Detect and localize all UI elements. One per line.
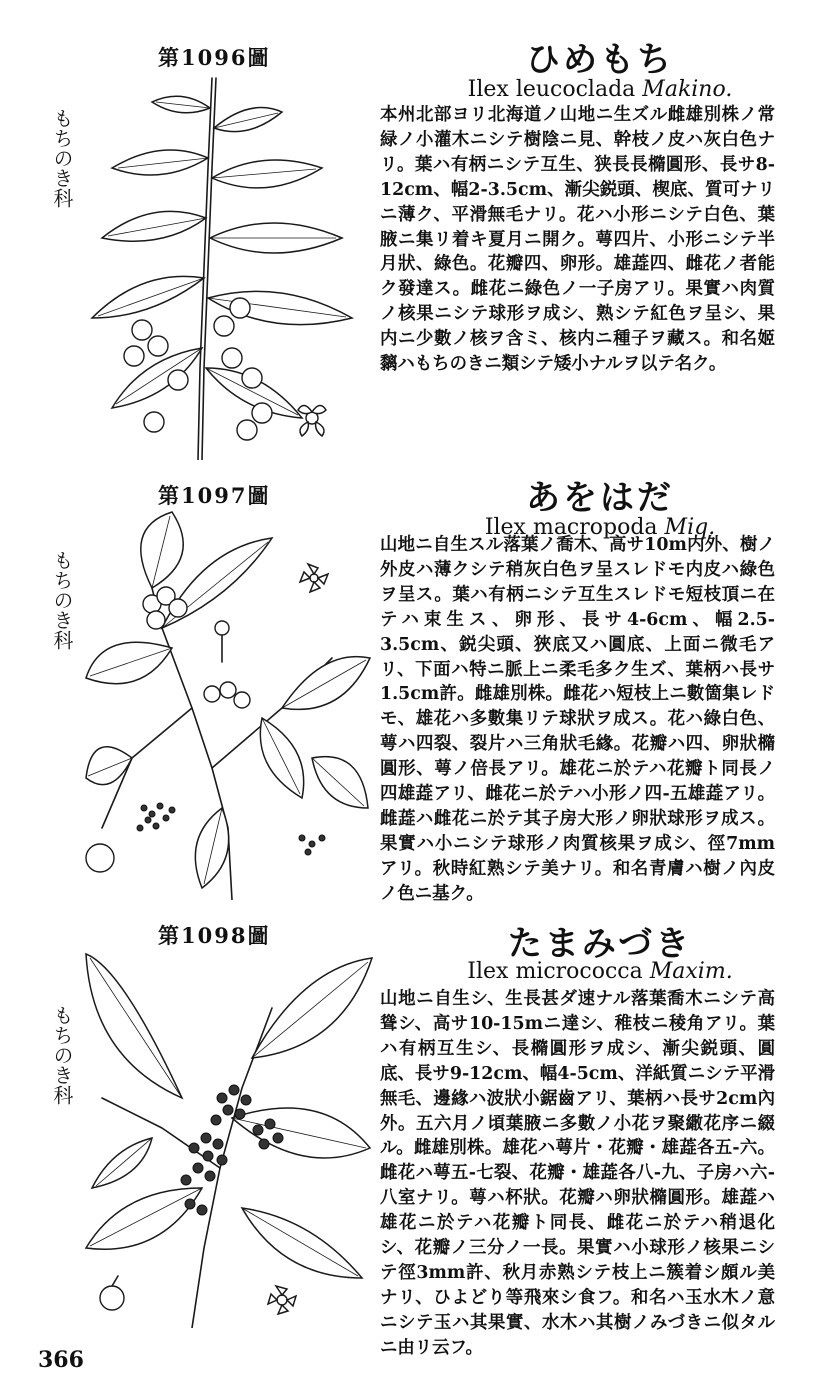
family-label: もちのき科 — [50, 1005, 74, 1105]
author: Makino. — [642, 77, 733, 102]
japanese-name: たまみづき — [507, 924, 693, 964]
author: Miq. — [664, 515, 716, 540]
scientific-name — [380, 960, 820, 984]
figure-number: 第1098圖 — [158, 923, 271, 948]
binomial: Ilex micrococca — [467, 959, 643, 984]
japanese-name: ひめもち — [526, 40, 674, 80]
figure-number: 第1097圖 — [158, 483, 271, 508]
illustration-ilex-macropoda — [82, 508, 374, 900]
illustration-ilex-leucoclada — [82, 68, 374, 460]
binomial: Ilex macropoda — [484, 515, 658, 540]
author: Maxim. — [649, 959, 733, 984]
family-label: もちのき科 — [50, 108, 74, 208]
family-label: もちのき科 — [50, 550, 74, 650]
description: 山地ニ自生シ、生長甚ダ速ナル落葉喬木ニシテ高聳シ、高サ10-15mニ達シ、稚枝ニ稜角アリ。葉ハ有柄互生シ、長橢圓形ヲ成シ、漸尖鋭頭、圓底、長サ9-12cm、幅4-5cm、洋紙質ニシテ平滑無毛、邊緣ハ波狀小鋸齒アリ、葉柄ハ長サ2cm內外。五六月ノ頃葉腋ニ多數ノ小花ヲ聚繖花序ニ綴ル。雌雄別株。雄花ハ萼片・花瓣・雄蕋各五-六。雌花ハ萼五-七裂、花瓣・雄蕋各八-九、子房ハ六-八室ナリ。萼ハ杯狀。花瓣ハ卵狀橢圓形。雄蕋ハ雄花ニ於テハ花瓣ト同長、雌花ニ於テハ稍退化シ、花瓣ノ三分ノ一長。果實ハ小球形ノ核果ニシテ徑3mm許、秋月赤熟シテ枝上ニ簇着シ頗ル美ナリ、ひよどり等飛來シ食フ。和名ハ玉水木ノ意ニシテ玉ハ其果實、水木ハ其樹ノみづきニ似タルニ由リ云フ。 — [380, 989, 775, 1358]
entry-1097 — [0, 470, 840, 910]
binomial: Ilex leucoclada — [467, 77, 636, 102]
japanese-name: あをはだ — [526, 478, 674, 518]
scientific-name — [380, 78, 820, 102]
entry-1096 — [0, 0, 840, 470]
figure-number: 第1096圖 — [158, 45, 271, 70]
illustration-ilex-micrococca — [82, 948, 374, 1328]
page-number: 366 — [38, 1347, 84, 1373]
description: 山地ニ自生スル落葉ノ喬木、高サ10m内外、樹ノ外皮ハ薄クシテ稍灰白色ヲ呈スレドモ内皮ハ綠色ヲ呈ス。葉ハ有柄ニシテ互生スレドモ短枝頂ニ在テハ束生ス、卵形、長サ4-6cm、幅2.5-3.5cm、鋭尖頭、狹底又ハ圓底、上面ニ微毛アリ、下面ハ特ニ脈上ニ柔毛多ク生ズ、葉柄ハ長サ1.5cm許。雌雄別株。雌花ハ短枝上ニ數箇集レドモ、雄花ハ多數集リテ球狀ヲ成ス。花ハ綠白色、萼ハ四裂、裂片ハ三角狀毛緣。花瓣ハ四、卵狀橢圓形、萼ノ倍長アリ。雄花ニ於テハ花瓣ト同長ノ四雄蕋アリ、雌花ニ於テハ小形ノ四-五雄蕋アリ。雌蕋ハ雌花ニ於テ其子房大形ノ卵狀球形ヲ成ス。果實ハ小ニシテ球形ノ肉質核果ヲ成シ、徑7mmアリ。秋時紅熟シテ美ナリ。和名青膚ハ樹ノ內皮ノ色ニ基ク。 — [380, 535, 775, 904]
entry-1098 — [0, 910, 840, 1358]
description: 本州北部ヨリ北海道ノ山地ニ生ズル雌雄別株ノ常緑ノ小灌木ニシテ樹陰ニ見、幹枝ノ皮ハ灰白色ナリ。葉ハ有柄ニシテ互生、狭長長橢圓形、長サ8-12cm、幅2-3.5cm、漸尖鋭頭、楔底、質可ナリニ薄ク、平滑無毛ナリ。花ハ小形ニシテ白色、葉腋ニ集リ着キ夏月ニ開ク。萼四片、小形ニシテ半月狀、綠色。花瓣四、卵形。雄蕋四、雌花ノ者能ク發達ス。雌花ニ綠色ノ一子房アリ。果實ハ肉質ノ核果ニシテ球形ヲ成シ、熟シテ紅色ヲ呈シ、果内ニ少數ノ核ヲ含ミ、核内ニ種子ヲ藏ス。和名姬黐ハもちのきニ類シテ矮小ナルヲ以テ名ク。 — [380, 105, 775, 375]
